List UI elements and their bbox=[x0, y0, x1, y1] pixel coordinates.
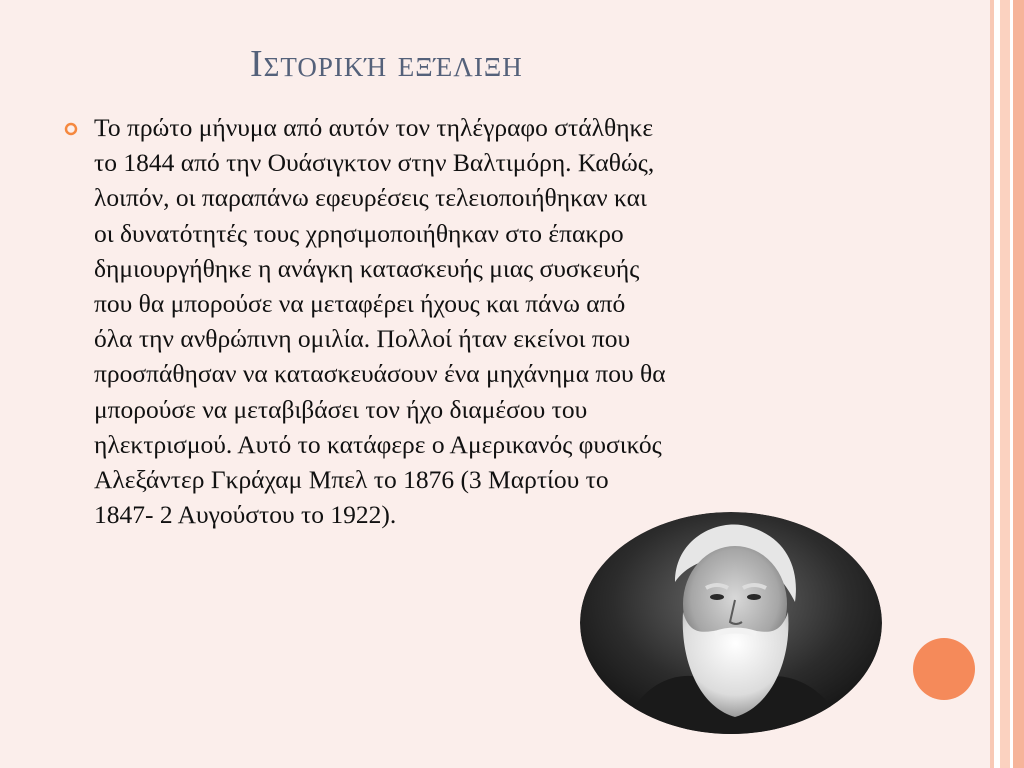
paragraph-line: ηλεκτρισμού. Αυτό το κατάφερε ο Αμερικανός φυσικός bbox=[94, 429, 662, 459]
paragraph-line: Το πρώτο μήνυμα από αυτόν τον τηλέγραφο στάλθηκε bbox=[94, 113, 654, 142]
paragraph-line: οι δυνατότητές τους χρησιμοποιήθηκαν στο έπακρο bbox=[94, 218, 624, 248]
paragraph-line: όλα την ανθρώπινη ομιλία. Πολλοί ήταν εκείνοι που bbox=[94, 324, 631, 354]
paragraph-line: δημιουργήθηκε η ανάγκη κατασκευής μιας συσκευής bbox=[94, 253, 640, 283]
paragraph-line: 1847- 2 Αυγούστου το 1922). bbox=[94, 500, 397, 530]
paragraph-line: μπορούσε να μεταβιβάσει τον ήχο διαμέσου του bbox=[94, 394, 588, 424]
slide-body-paragraph bbox=[94, 110, 894, 532]
bearded-man-portrait-icon bbox=[580, 512, 882, 734]
paragraph-line: Αλεξάντερ Γκράχαμ Μπελ το 1876 (3 Μαρτίου το bbox=[94, 465, 609, 495]
slide-title: Ιστορική εξέλιξη bbox=[250, 43, 523, 85]
paragraph-line: που θα μπορούσε να μεταφέρει ήχους και πάνω από bbox=[94, 289, 626, 319]
decorative-stripe bbox=[1013, 0, 1024, 768]
accent-circle bbox=[913, 638, 975, 700]
bullet-circle-icon bbox=[64, 122, 78, 136]
paragraph-line: το 1844 από την Ουάσιγκτον στην Βαλτιμόρη. Καθώς, bbox=[94, 148, 655, 178]
paragraph-line: προσπάθησαν να κατασκευάσουν ένα μηχάνημα που θα bbox=[94, 359, 666, 389]
paragraph-line: λοιπόν, οι παραπάνω εφευρέσεις τελειοποιήθηκαν και bbox=[94, 183, 647, 213]
decorative-stripe bbox=[1000, 0, 1010, 768]
